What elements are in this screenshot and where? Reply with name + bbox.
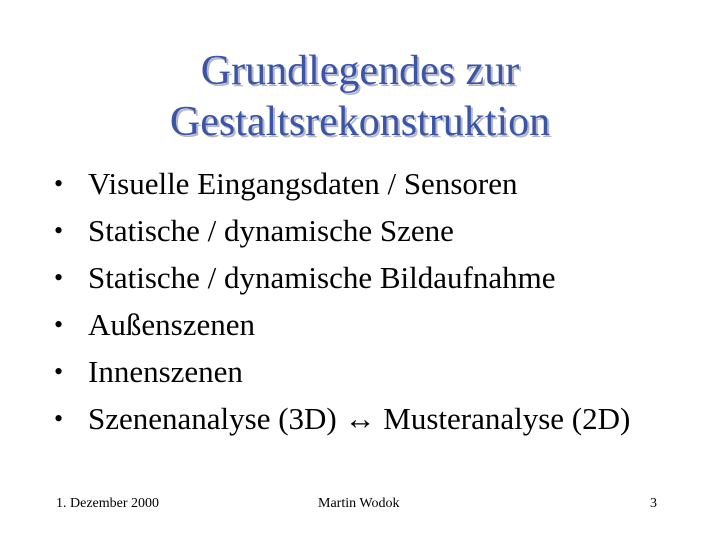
bullet-icon: •	[54, 263, 64, 292]
slide-title-line-1: Grundlegendes zur	[200, 48, 520, 94]
bullet-text: Visuelle Eingangsdaten / Sensoren	[88, 166, 518, 201]
footer-author: Martin Wodok	[318, 496, 400, 511]
bullet-icon: •	[54, 216, 64, 245]
bullet-icon: •	[54, 357, 64, 386]
bullet-icon: •	[54, 310, 64, 339]
bullet-text: Innenszenen	[88, 354, 243, 389]
bullet-text: Statische / dynamische Bildaufnahme	[88, 260, 556, 295]
bullet-text: Szenenanalyse (3D) ↔ Musteranalyse (2D)	[88, 401, 631, 436]
bullet-text: Außenszenen	[88, 307, 255, 342]
bullet-icon: •	[54, 404, 64, 433]
bullet-text: Statische / dynamische Szene	[88, 213, 454, 248]
footer-date: 1. Dezember 2000	[56, 496, 160, 511]
bullet-icon: •	[54, 169, 64, 198]
slide-title-line-2: Gestaltsrekonstruktion	[169, 99, 551, 145]
footer-page-number: 3	[650, 496, 657, 511]
